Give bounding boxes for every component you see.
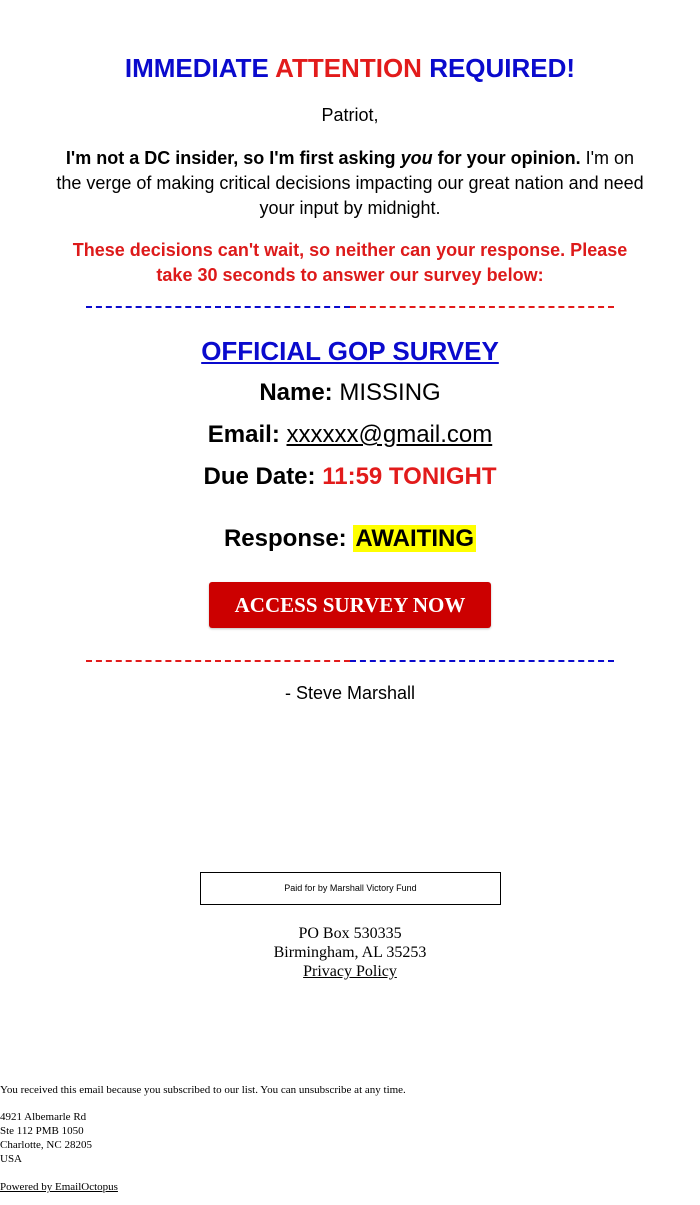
name-label: Name:: [259, 379, 333, 406]
sender-address-line: 4921 Albemarle Rd: [0, 1111, 87, 1123]
dashed-divider-top: [86, 300, 614, 314]
mailing-line-1: PO Box 530335: [298, 925, 402, 942]
response-row: [50, 524, 650, 554]
paid-for-disclaimer: Paid for by Marshall Victory Fund: [200, 872, 501, 905]
due-date-row: [50, 462, 650, 492]
email-label: Email:: [207, 421, 280, 448]
signature: - Steve Marshall: [284, 683, 416, 703]
headline-part-required: REQUIRED!: [429, 53, 576, 83]
intro-paragraph: [55, 146, 645, 221]
intro-rest: I'm on the verge of making critical decisions impacting our great nation and need your input by midnight.: [56, 148, 644, 218]
name-value: MISSING: [339, 379, 441, 406]
dashed-divider-bottom: [86, 654, 614, 668]
response-label: Response:: [223, 525, 347, 552]
response-status-badge: AWAITING: [355, 525, 475, 552]
urgent-message: These decisions can't wait, so neither can your response. Please take 30 seconds to answer our survey below:: [72, 240, 628, 285]
survey-title-link[interactable]: OFFICIAL GOP SURVEY: [201, 336, 499, 366]
mailing-address: [0, 924, 700, 981]
sender-address-line: USA: [0, 1153, 23, 1165]
headline-part-immediate: IMMEDIATE: [124, 53, 269, 83]
email-body: [50, 0, 650, 704]
due-date-value: 11:59 TONIGHT: [322, 463, 497, 490]
intro-bold-1: I'm not a DC insider, so I'm first asking: [65, 148, 396, 168]
sender-address-line: Charlotte, NC 28205: [0, 1139, 92, 1151]
headline-part-attention: ATTENTION: [275, 53, 422, 83]
due-date-label: Due Date:: [203, 463, 316, 490]
divider-blue-half: [350, 660, 614, 662]
sender-address: [0, 1110, 700, 1166]
email-footer: [0, 1083, 700, 1194]
greeting: Patriot,: [321, 105, 379, 125]
email-value-link[interactable]: xxxxxx@gmail.com: [286, 421, 493, 448]
divider-blue-half: [86, 306, 350, 308]
mailing-line-2: Birmingham, AL 35253: [273, 944, 427, 961]
subscription-notice: You received this email because you subscribed to our list. You can unsubscribe at any time.: [0, 1084, 406, 1096]
name-row: [50, 378, 650, 408]
access-survey-button[interactable]: ACCESS SURVEY NOW: [209, 582, 491, 628]
sender-address-line: Ste 112 PMB 1050: [0, 1125, 84, 1137]
intro-italic-you: you: [400, 148, 433, 168]
intro-bold-2: for your opinion.: [437, 148, 581, 168]
headline: [50, 0, 650, 84]
divider-red-half: [86, 660, 350, 662]
powered-by-link[interactable]: Powered by EmailOctopus: [0, 1181, 118, 1193]
divider-red-half: [350, 306, 614, 308]
privacy-policy-link[interactable]: Privacy Policy: [303, 963, 397, 980]
email-row: [50, 420, 650, 450]
